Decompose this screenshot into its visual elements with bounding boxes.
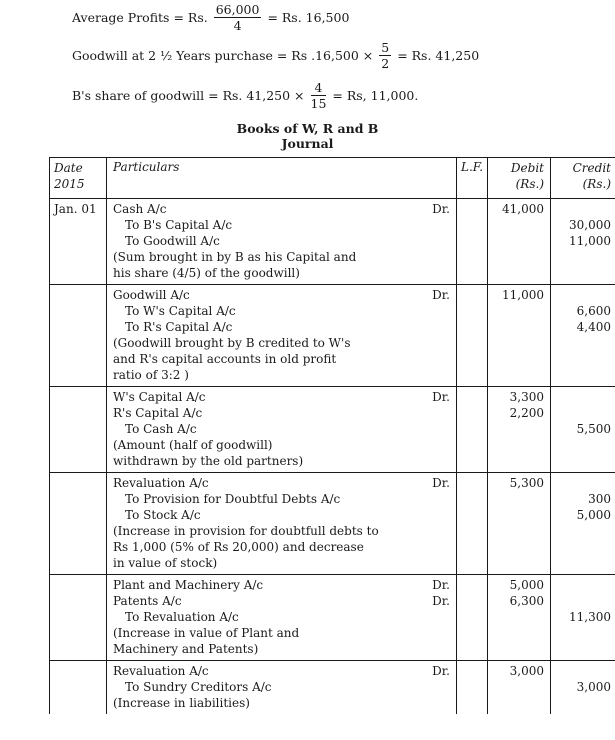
particulars-line	[113, 287, 450, 303]
debit-amount	[494, 507, 544, 523]
goodwill-line	[72, 40, 479, 71]
b-share-fraction	[311, 80, 327, 111]
fraction-numerator: 4	[311, 80, 327, 96]
particulars-text: R's Capital A/c	[113, 406, 203, 420]
entry-lf	[457, 199, 488, 285]
header-debit	[488, 158, 551, 199]
entry-debit	[488, 661, 551, 715]
debit-amount	[494, 491, 544, 507]
particulars-text: in value of stock)	[113, 556, 218, 570]
debit-amount	[494, 679, 544, 695]
credit-amount	[557, 335, 611, 351]
particulars-line	[113, 389, 450, 405]
particulars-text: and R's capital accounts in old profit	[113, 352, 337, 366]
debit-amount	[494, 437, 544, 453]
entry-particulars	[107, 199, 457, 285]
average-profits-result: = Rs. 16,500	[267, 10, 350, 25]
debit-amount	[494, 625, 544, 641]
journal-title: Journal	[281, 136, 334, 151]
entry-debit	[488, 387, 551, 473]
debit-amount: 5,300	[509, 476, 544, 490]
entry-lf	[457, 661, 488, 715]
header-debit-unit: (Rs.)	[515, 177, 544, 191]
credit-amount	[557, 625, 611, 641]
particulars-text: (Goodwill brought by B credited to W's	[113, 336, 351, 350]
particulars-text: Revaluation A/c	[113, 476, 209, 490]
credit-amount: 5,500	[576, 422, 611, 436]
goodwill-label: Goodwill at 2 ½ Years purchase = Rs .16,500 ×	[72, 48, 374, 63]
credit-amount	[557, 523, 611, 539]
entry-date	[50, 575, 107, 661]
credit-account-line	[113, 233, 450, 249]
journal-entry-row	[50, 285, 615, 387]
debit-amount	[494, 695, 544, 711]
fraction-denominator: 2	[381, 56, 390, 71]
particulars-line	[113, 523, 450, 539]
particulars-line	[113, 539, 450, 555]
credit-amount	[557, 249, 611, 265]
credit-amount	[557, 287, 611, 303]
debit-amount	[494, 335, 544, 351]
credit-account-line	[113, 421, 450, 437]
particulars-line	[113, 625, 450, 641]
particulars-line	[113, 475, 450, 491]
credit-account-line	[113, 609, 450, 625]
credit-amount: 3,000	[576, 680, 611, 694]
particulars-line	[113, 265, 450, 281]
journal-entry-row	[50, 387, 615, 473]
particulars-text: Revaluation A/c	[113, 664, 209, 678]
particulars-line	[113, 593, 450, 609]
journal-table	[49, 157, 615, 714]
debit-amount	[494, 265, 544, 281]
entry-lf	[457, 575, 488, 661]
entry-particulars	[107, 473, 457, 575]
particulars-text: (Sum brought in by B as his Capital and	[113, 250, 357, 264]
particulars-line	[113, 335, 450, 351]
credit-amount	[557, 453, 611, 469]
particulars-line	[113, 249, 450, 265]
average-profits-fraction	[214, 2, 262, 33]
header-credit-label: Credit	[572, 161, 611, 175]
debit-amount	[494, 319, 544, 335]
credit-account-line	[113, 303, 450, 319]
credit-account-line	[113, 491, 450, 507]
entry-date	[50, 387, 107, 473]
credit-amount	[557, 351, 611, 367]
entry-lf	[457, 285, 488, 387]
journal-entry-row	[50, 199, 615, 285]
average-profits-label: Average Profits =	[72, 10, 184, 25]
credit-amount	[557, 555, 611, 571]
debit-marker: Dr.	[432, 594, 450, 608]
entry-credit	[551, 199, 615, 285]
particulars-line	[113, 641, 450, 657]
b-share-result: = Rs, 11,000.	[332, 88, 419, 103]
credit-account-line	[113, 679, 450, 695]
credit-amount	[557, 539, 611, 555]
particulars-line	[113, 695, 450, 711]
credit-amount	[557, 201, 611, 217]
debit-amount	[494, 233, 544, 249]
debit-marker: Dr.	[432, 288, 450, 302]
particulars-text: To Sundry Creditors A/c	[125, 680, 272, 694]
particulars-text: (Increase in provision for doubtfull debts to	[113, 524, 379, 538]
journal-entry-row	[50, 575, 615, 661]
debit-amount: 41,000	[502, 202, 544, 216]
particulars-line	[113, 437, 450, 453]
debit-amount	[494, 453, 544, 469]
particulars-text: To Provision for Doubtful Debts A/c	[125, 492, 341, 506]
credit-amount	[557, 265, 611, 281]
particulars-text: To Revaluation A/c	[125, 610, 239, 624]
debit-amount: 2,200	[509, 406, 544, 420]
entry-date: Jan. 01	[50, 199, 107, 285]
entry-date	[50, 473, 107, 575]
debit-amount	[494, 641, 544, 657]
credit-amount: 5,000	[576, 508, 611, 522]
b-share-line	[72, 80, 418, 111]
entry-credit	[551, 575, 615, 661]
entry-particulars	[107, 387, 457, 473]
journal-entry-row	[50, 661, 615, 715]
debit-amount: 3,300	[509, 390, 544, 404]
entry-lf	[457, 387, 488, 473]
debit-marker: Dr.	[432, 476, 450, 490]
average-profits-prefix: Rs.	[187, 10, 208, 25]
debit-amount	[494, 351, 544, 367]
particulars-text: ratio of 3:2 )	[113, 368, 189, 382]
particulars-text: Goodwill A/c	[113, 288, 190, 302]
goodwill-fraction	[379, 40, 391, 71]
header-credit	[551, 158, 615, 199]
journal-header-row	[50, 158, 615, 199]
credit-amount	[557, 593, 611, 609]
particulars-text: withdrawn by the old partners)	[113, 454, 304, 468]
entry-particulars	[107, 661, 457, 715]
particulars-text: (Increase in value of Plant and	[113, 626, 300, 640]
credit-amount: 30,000	[569, 218, 611, 232]
particulars-text: To W's Capital A/c	[125, 304, 236, 318]
credit-amount	[557, 695, 611, 711]
goodwill-result: = Rs. 41,250	[397, 48, 480, 63]
debit-amount	[494, 555, 544, 571]
debit-marker: Dr.	[432, 390, 450, 404]
credit-account-line	[113, 217, 450, 233]
particulars-text: (Amount (half of goodwill)	[113, 438, 273, 452]
header-debit-label: Debit	[510, 161, 544, 175]
entry-debit	[488, 575, 551, 661]
debit-amount	[494, 249, 544, 265]
particulars-line	[113, 201, 450, 217]
debit-amount	[494, 217, 544, 233]
debit-amount	[494, 523, 544, 539]
credit-amount: 4,400	[576, 320, 611, 334]
entry-debit	[488, 199, 551, 285]
entry-credit	[551, 473, 615, 575]
credit-amount	[557, 437, 611, 453]
debit-amount: 11,000	[502, 288, 544, 302]
credit-amount: 6,600	[576, 304, 611, 318]
particulars-text: To Stock A/c	[125, 508, 201, 522]
credit-amount	[557, 641, 611, 657]
debit-amount	[494, 303, 544, 319]
b-share-label: B's share of goodwill = Rs. 41,250 ×	[72, 88, 305, 103]
credit-amount	[557, 405, 611, 421]
debit-amount	[494, 539, 544, 555]
credit-amount	[557, 389, 611, 405]
particulars-line	[113, 351, 450, 367]
particulars-line	[113, 555, 450, 571]
particulars-line	[113, 405, 450, 421]
debit-amount	[494, 421, 544, 437]
credit-amount: 300	[588, 492, 611, 506]
entry-lf	[457, 473, 488, 575]
books-title: Books of W, R and B	[236, 121, 379, 136]
particulars-text: Machinery and Patents)	[113, 642, 259, 656]
header-particulars: Particulars	[107, 158, 457, 199]
fraction-numerator: 66,000	[215, 2, 260, 17]
debit-amount	[494, 367, 544, 383]
header-date-label: Date	[54, 161, 83, 175]
entry-credit	[551, 661, 615, 715]
particulars-line	[113, 663, 450, 679]
credit-amount: 11,000	[569, 234, 611, 248]
header-credit-unit: (Rs.)	[582, 177, 611, 191]
fraction-denominator: 15	[310, 96, 327, 111]
credit-account-line	[113, 319, 450, 335]
debit-marker: Dr.	[432, 664, 450, 678]
debit-amount: 5,000	[509, 578, 544, 592]
particulars-line	[113, 367, 450, 383]
entry-particulars	[107, 575, 457, 661]
entry-debit	[488, 473, 551, 575]
credit-account-line	[113, 507, 450, 523]
particulars-text: To R's Capital A/c	[125, 320, 233, 334]
debit-amount: 6,300	[509, 594, 544, 608]
particulars-text: Cash A/c	[113, 202, 167, 216]
average-profits-line	[72, 2, 349, 33]
credit-amount	[557, 663, 611, 679]
journal-entry-row	[50, 473, 615, 575]
entry-particulars	[107, 285, 457, 387]
debit-amount	[494, 609, 544, 625]
entry-debit	[488, 285, 551, 387]
particulars-text: To Goodwill A/c	[125, 234, 220, 248]
fraction-denominator: 4	[233, 18, 242, 33]
header-date	[50, 158, 107, 199]
header-lf: L.F.	[457, 158, 488, 199]
entry-credit	[551, 387, 615, 473]
particulars-text: his share (4/5) of the goodwill)	[113, 266, 300, 280]
entry-date	[50, 661, 107, 715]
particulars-text: (Increase in liabilities)	[113, 696, 250, 710]
fraction-numerator: 5	[381, 40, 390, 55]
debit-marker: Dr.	[432, 578, 450, 592]
particulars-text: Patents A/c	[113, 594, 182, 608]
header-date-year: 2015	[54, 177, 85, 191]
particulars-text: Plant and Machinery A/c	[113, 578, 264, 592]
credit-amount	[557, 475, 611, 491]
entry-date	[50, 285, 107, 387]
particulars-text: W's Capital A/c	[113, 390, 206, 404]
debit-marker: Dr.	[432, 202, 450, 216]
particulars-text: To B's Capital A/c	[125, 218, 233, 232]
particulars-text: Rs 1,000 (5% of Rs 20,000) and decrease	[113, 540, 364, 554]
particulars-text: To Cash A/c	[125, 422, 197, 436]
credit-amount	[557, 367, 611, 383]
debit-amount: 3,000	[509, 664, 544, 678]
entry-credit	[551, 285, 615, 387]
particulars-line	[113, 453, 450, 469]
credit-amount: 11,300	[569, 610, 611, 624]
particulars-line	[113, 577, 450, 593]
credit-amount	[557, 577, 611, 593]
